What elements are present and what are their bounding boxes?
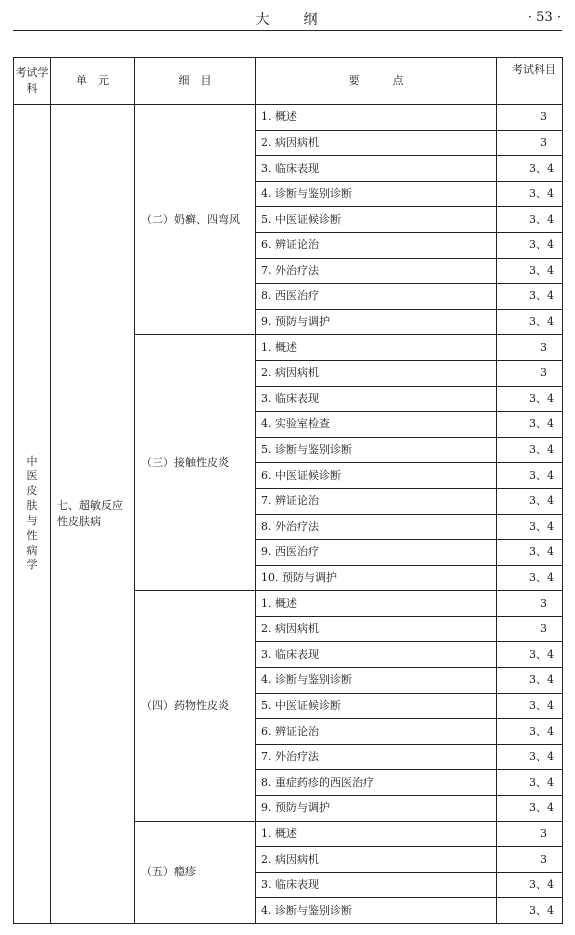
point-cell: 9. 预防与调护 [256, 309, 497, 335]
level-cell: 3、4 [497, 642, 563, 668]
level-cell: 3 [497, 130, 563, 156]
point-cell: 7. 外治疗法 [256, 258, 497, 284]
point-cell: 4. 诊断与鉴别诊断 [256, 181, 497, 207]
point-cell: 2. 病因病机 [256, 616, 497, 642]
point-cell: 8. 西医治疗 [256, 284, 497, 310]
header-unit: 单 元 [51, 58, 135, 105]
header-rule [13, 30, 562, 31]
level-cell: 3、4 [497, 872, 563, 898]
table-header-row [14, 58, 563, 105]
point-cell: 2. 病因病机 [256, 847, 497, 873]
level-cell: 3、4 [497, 181, 563, 207]
subject-text: 中医皮肤与性病学 [26, 454, 38, 572]
table-row [14, 105, 563, 131]
header-point: 要 点 [256, 58, 497, 105]
level-cell: 3、4 [497, 540, 563, 566]
point-cell: 3. 临床表现 [256, 386, 497, 412]
level-cell: 3、4 [497, 488, 563, 514]
point-cell: 2. 病因病机 [256, 130, 497, 156]
point-cell: 6. 中医证候诊断 [256, 463, 497, 489]
level-cell: 3 [497, 335, 563, 361]
level-cell: 3、4 [497, 232, 563, 258]
point-cell: 10. 预防与调护 [256, 565, 497, 591]
point-cell: 3. 临床表现 [256, 156, 497, 182]
level-cell: 3、4 [497, 386, 563, 412]
level-cell: 3、4 [497, 258, 563, 284]
detail-cell: （五）瘾疹 [135, 821, 256, 923]
level-cell: 3、4 [497, 898, 563, 924]
detail-cell: （二）奶癣、四弯风 [135, 105, 256, 335]
table-body [14, 105, 563, 924]
point-cell: 4. 诊断与鉴别诊断 [256, 898, 497, 924]
level-cell: 3、4 [497, 668, 563, 694]
level-cell: 3、4 [497, 437, 563, 463]
point-cell: 6. 辨证论治 [256, 232, 497, 258]
level-cell: 3 [497, 821, 563, 847]
level-cell: 3、4 [497, 719, 563, 745]
level-cell: 3、4 [497, 309, 563, 335]
running-header-title: 大 纲 [255, 12, 320, 28]
level-cell: 3、4 [497, 693, 563, 719]
level-cell: 3、4 [497, 514, 563, 540]
point-cell: 2. 病因病机 [256, 360, 497, 386]
subject-cell [14, 105, 51, 924]
header-detail: 细 目 [135, 58, 256, 105]
level-cell: 3、4 [497, 207, 563, 233]
level-cell: 3、4 [497, 284, 563, 310]
level-cell: 3、4 [497, 463, 563, 489]
point-cell: 5. 中医证候诊断 [256, 207, 497, 233]
unit-cell: 七、超敏反应性皮肤病 [51, 105, 135, 924]
level-cell: 3 [497, 591, 563, 617]
level-cell: 3 [497, 616, 563, 642]
point-cell: 4. 实验室检查 [256, 412, 497, 438]
point-cell: 5. 诊断与鉴别诊断 [256, 437, 497, 463]
header-level: 考试科目 [497, 58, 563, 105]
header-subject: 考试学科 [14, 58, 51, 105]
level-cell: 3 [497, 360, 563, 386]
point-cell: 8. 外治疗法 [256, 514, 497, 540]
point-cell: 4. 诊断与鉴别诊断 [256, 668, 497, 694]
point-cell: 1. 概述 [256, 591, 497, 617]
level-cell: 3 [497, 105, 563, 131]
point-cell: 7. 辨证论治 [256, 488, 497, 514]
level-cell: 3、4 [497, 412, 563, 438]
page-number: · 53 · [527, 10, 561, 25]
point-cell: 9. 西医治疗 [256, 540, 497, 566]
point-cell: 3. 临床表现 [256, 872, 497, 898]
point-cell: 7. 外治疗法 [256, 744, 497, 770]
detail-cell: （三）接触性皮炎 [135, 335, 256, 591]
point-cell: 1. 概述 [256, 335, 497, 361]
point-cell: 1. 概述 [256, 821, 497, 847]
point-cell: 1. 概述 [256, 105, 497, 131]
point-cell: 9. 预防与调护 [256, 796, 497, 822]
level-cell: 3、4 [497, 565, 563, 591]
level-cell: 3 [497, 847, 563, 873]
syllabus-table [13, 57, 563, 924]
level-cell: 3、4 [497, 156, 563, 182]
point-cell: 6. 辨证论治 [256, 719, 497, 745]
point-cell: 5. 中医证候诊断 [256, 693, 497, 719]
level-cell: 3、4 [497, 770, 563, 796]
point-cell: 8. 重症药疹的西医治疗 [256, 770, 497, 796]
level-cell: 3、4 [497, 796, 563, 822]
detail-cell: （四）药物性皮炎 [135, 591, 256, 821]
level-cell: 3、4 [497, 744, 563, 770]
point-cell: 3. 临床表现 [256, 642, 497, 668]
